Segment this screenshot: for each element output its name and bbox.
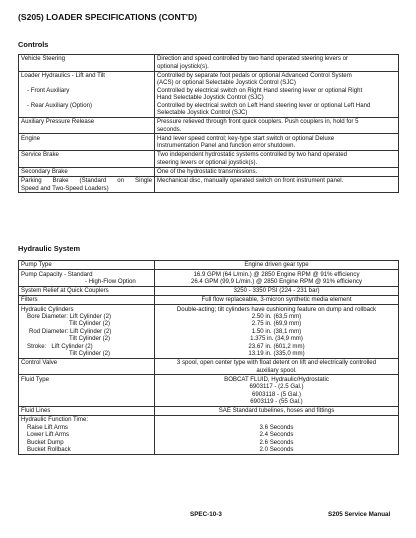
table-cell-value	[155, 117, 399, 134]
table-row	[19, 295, 399, 304]
table-cell-label	[19, 286, 155, 295]
engine-label: Engine	[21, 134, 40, 142]
page-title: (S205) LOADER SPECIFICATIONS (CONT'D)	[18, 12, 198, 22]
bucket-rollback-value: 2.0 Seconds	[259, 445, 294, 453]
engine-value: Instrumentation Panel and function error shutdown.	[157, 142, 296, 150]
pump-capacity-value: 16.9 GPM (64 L/min.) @ 2850 Engine RPM @ 91% efficiency	[193, 270, 360, 278]
hydraulic-section-title: Hydraulic System	[18, 244, 81, 253]
stroke-lift-value: 23.67 in. (601,2 mm)	[248, 342, 305, 350]
filters-value: Full flow replaceable, 3-micron synthetic media element	[201, 296, 352, 304]
table-cell-label	[19, 358, 155, 375]
bucket-rollback-label: Bucket Rollback	[27, 445, 71, 453]
stroke-tilt-value: 13.19 in. (335,0 mm)	[248, 349, 305, 357]
table-cell-value	[155, 358, 399, 375]
table-cell-value	[155, 176, 399, 193]
vehicle-steering-value: optional joystick(s).	[157, 62, 209, 70]
table-row	[19, 176, 399, 193]
raise-lift-arms-value: 3.6 Seconds	[259, 423, 294, 431]
high-flow-label: - High-Flow Option	[85, 277, 136, 285]
table-cell-value	[155, 71, 399, 117]
cylinders-label: Hydraulic Cylinders	[21, 305, 74, 313]
table-cell-label	[19, 375, 155, 406]
fluid-part-number: 6903118 - (5 Gal.)	[251, 390, 301, 398]
front-auxiliary-label: - Front Auxiliary	[27, 86, 70, 94]
service-brake-value: steering levers or optional joystick(s).	[157, 158, 258, 166]
bucket-dump-label: Bucket Dump	[27, 438, 64, 446]
high-flow-value: 26.4 GPM (99,9 L/min.) @ 2850 Engine RPM @ 91% efficiency	[190, 277, 363, 285]
stroke-tilt-label: Tilt Cylinder (2)	[69, 349, 111, 357]
table-row	[19, 55, 399, 72]
table-cell-value	[155, 305, 399, 359]
table-cell-label	[19, 305, 155, 359]
table-cell-label	[19, 176, 155, 193]
rod-tilt-label: Tilt Cylinder (2)	[69, 335, 111, 343]
filters-label: Filters	[21, 296, 38, 304]
engine-value: Hand lever speed control; key-type start switch or optional Deluxe	[157, 134, 335, 142]
stroke-lift-label: Stroke: Lift Cylinder (2)	[27, 342, 93, 350]
table-cell-label	[19, 71, 155, 117]
fluid-lines-value: SAE Standard tubelines, hoses and fittings	[218, 407, 335, 415]
table-row	[19, 151, 399, 168]
bucket-dump-value: 2.6 Seconds	[259, 438, 294, 446]
table-cell-value	[155, 270, 399, 287]
table-cell-label	[19, 406, 155, 415]
aux-pressure-value: Pressure relieved through front quick couplers. Push couplers in, hold for 5	[157, 118, 359, 126]
table-row	[19, 71, 399, 117]
front-auxiliary-value: Controlled by electrical switch on Right Hand steering lever or optional Right	[157, 86, 363, 94]
loader-hydraulics-value: Controlled by separate foot pedals or optional Advanced Control System	[157, 71, 352, 79]
function-time-label: Hydraulic Function Time:	[21, 416, 89, 424]
parking-brake-label: Speed and Two-Speed Loaders)	[21, 184, 109, 192]
service-brake-label: Service Brake	[21, 151, 59, 159]
table-cell-value	[155, 55, 399, 72]
table-cell-label	[19, 270, 155, 287]
bore-lift-value: 2.50 in. (63,5 mm)	[251, 312, 302, 320]
table-row	[19, 375, 399, 406]
cylinders-desc: Double-acting; tilt cylinders have cushioning feature on dump and rollback	[176, 305, 377, 313]
table-cell-value	[155, 151, 399, 168]
table-cell-label	[19, 151, 155, 168]
table-cell-label	[19, 55, 155, 72]
rod-tilt-value: 1.375 in. (34,9 mm)	[250, 335, 303, 343]
fluid-type-value: BOBCAT FLUID, Hydraulic/Hydrostatic	[224, 375, 329, 383]
table-row	[19, 415, 399, 454]
parking-brake-value: Mechanical disc, manually operated switch on front instrument panel.	[157, 177, 344, 185]
aux-pressure-label: Auxiliary Pressure Release	[21, 118, 95, 126]
rear-auxiliary-value: Selectable Joystick Control (SJC)	[157, 109, 248, 117]
secondary-brake-value: One of the hydrostatic transmissions.	[157, 167, 258, 175]
table-cell-value	[155, 415, 399, 454]
pump-capacity-label: Pump Capacity - Standard	[21, 270, 93, 278]
loader-hydraulics-value: (ACS) or optional Selectable Joystick Control (SJC)	[157, 79, 296, 87]
loader-hydraulics-label: Loader Hydraulics - Lift and Tilt	[21, 71, 105, 79]
hydraulic-table	[18, 260, 399, 455]
service-brake-value: Two independent hydrostatic systems controlled by two hand operated	[157, 151, 348, 159]
fluid-part-number: 6903117 - (2.5 Gal.)	[249, 383, 304, 391]
table-cell-label	[19, 117, 155, 134]
table-row	[19, 117, 399, 134]
table-row	[19, 134, 399, 151]
system-relief-value: 3250 - 3350 PSI (224 - 231 bar)	[233, 287, 320, 295]
table-cell-value	[155, 167, 399, 176]
table-cell-value	[155, 375, 399, 406]
rear-auxiliary-label: - Rear Auxiliary (Option)	[27, 101, 93, 109]
secondary-brake-label: Secondary Brake	[21, 167, 68, 175]
pump-type-label: Pump Type	[21, 261, 52, 269]
table-cell-value	[155, 295, 399, 304]
fluid-part-number: 6903119 - (55 Gal.)	[250, 397, 303, 405]
table-row	[19, 261, 399, 270]
lower-lift-arms-label: Lower Lift Arms	[27, 431, 69, 439]
table-row	[19, 270, 399, 287]
control-valve-label: Control Valve	[21, 359, 58, 367]
parking-brake-label: Parking Brake (Standard on Single	[21, 177, 152, 185]
manual-title: S205 Service Manual	[328, 511, 391, 518]
table-cell-value	[155, 261, 399, 270]
table-row	[19, 305, 399, 359]
fluid-lines-label: Fluid Lines	[21, 407, 51, 415]
pump-type-value: Engine driven gear type	[244, 261, 309, 269]
table-row	[19, 406, 399, 415]
lower-lift-arms-value: 2.4 Seconds	[259, 431, 294, 439]
table-cell-value	[155, 406, 399, 415]
rod-lift-value: 1.50 in. (38,1 mm)	[251, 327, 302, 335]
table-cell-label	[19, 295, 155, 304]
vehicle-steering-label: Vehicle Steering	[21, 55, 66, 63]
system-relief-label: System Relief at Quick Couplers	[21, 287, 109, 295]
bore-tilt-label: Tilt Cylinder (2)	[69, 320, 111, 328]
page-code: SPEC-10-3	[190, 511, 222, 518]
table-row	[19, 286, 399, 295]
control-valve-value: 3 spool, open center type with float detent on lift and electrically controlled	[176, 359, 377, 367]
table-cell-label	[19, 167, 155, 176]
controls-table	[18, 54, 399, 193]
table-cell-label	[19, 415, 155, 454]
controls-section-title: Controls	[18, 40, 49, 49]
fluid-type-label: Fluid Type	[21, 375, 50, 383]
bore-lift-label: Bore Diameter: Lift Cylinder (2)	[27, 312, 111, 320]
control-valve-value: auxiliary spool.	[256, 366, 297, 374]
front-auxiliary-value: Hand Selectable Joystick Control (SJC)	[157, 94, 264, 102]
rod-lift-label: Rod Diameter: Lift Cylinder (2)	[29, 327, 112, 335]
aux-pressure-value: seconds.	[157, 125, 182, 133]
table-cell-value	[155, 134, 399, 151]
table-row	[19, 167, 399, 176]
table-cell-value	[155, 286, 399, 295]
vehicle-steering-value: Direction and speed controlled by two hand operated steering levers or	[157, 55, 349, 63]
table-cell-label	[19, 134, 155, 151]
table-cell-label	[19, 261, 155, 270]
raise-lift-arms-label: Raise Lift Arms	[27, 423, 68, 431]
rear-auxiliary-value: Controlled by electrical switch on Left Hand steering lever or optional Left Hand	[157, 101, 371, 109]
bore-tilt-value: 2.75 in. (69,9 mm)	[251, 320, 302, 328]
table-row	[19, 358, 399, 375]
